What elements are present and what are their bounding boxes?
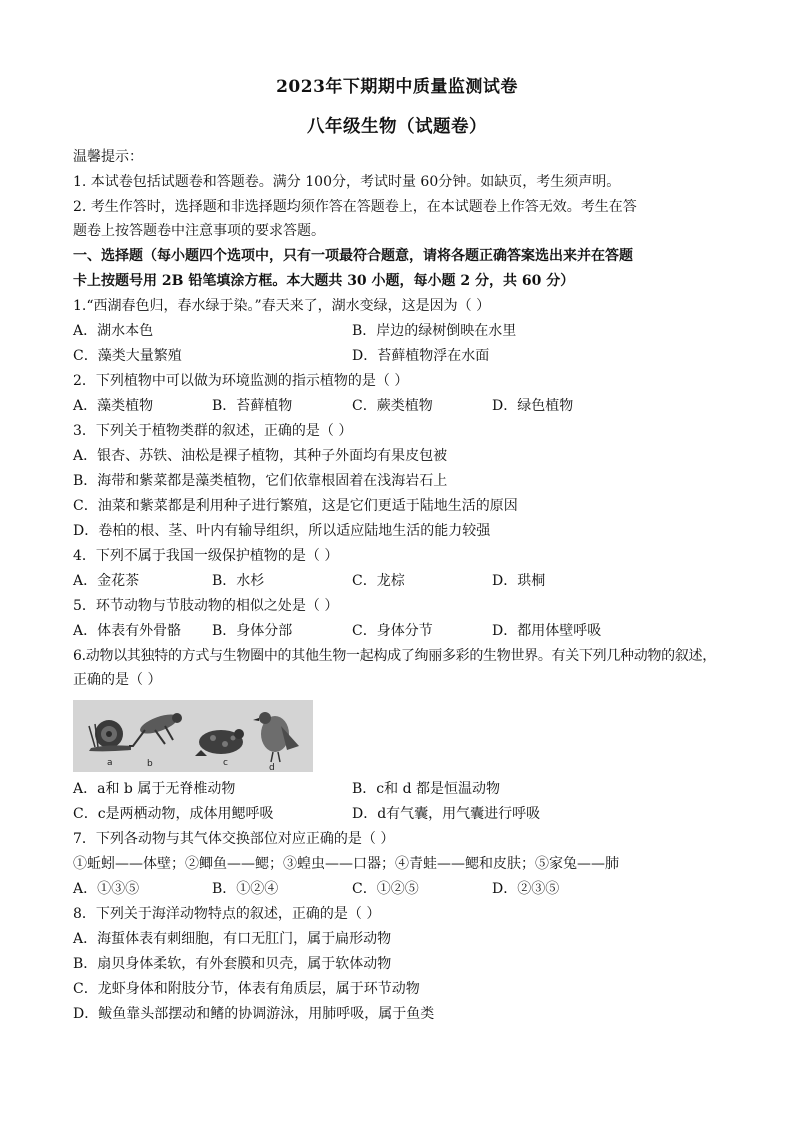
q7-option-d: D．②③⑤	[492, 881, 560, 897]
q1-option-b: B．岸边的绿树倒映在水里	[352, 323, 517, 339]
question-7-detail: ①蚯蚓——体壁；②鲫鱼——鳃；③蝗虫——口器；④青蛙——鳃和皮肤；⑤家兔——肺	[73, 856, 619, 872]
notice-item-1: 1. 本试卷包括试题卷和答题卷。满分 100分，考试时量 60分钟。如缺页，考生须声明。	[73, 174, 621, 190]
q8-option-c: C．龙虾身体和附肢分节，体表有角质层，属于环节动物	[73, 981, 420, 997]
q1-option-d: D．苔藓植物浮在水面	[352, 348, 490, 364]
q6-option-d: D．d有气囊，用气囊进行呼吸	[352, 806, 541, 822]
question-6-stem-cont: 正确的是（ ）	[73, 672, 162, 688]
question-2-stem: 2．下列植物中可以做为环境监测的指示植物的是（ ）	[73, 373, 409, 389]
q5-option-d: D．都用体壁呼吸	[492, 623, 602, 639]
section-heading-cont: 卡上按题号用 2B 铅笔填涂方框。本大题共 30 小题，每小题 2 分，共 60 分）	[73, 273, 575, 289]
notice-item-2: 2. 考生作答时，选择题和非选择题均须作答在答题卷上，在本试题卷上作答无效。考生在答	[73, 199, 637, 215]
figure-label-d: d	[269, 763, 275, 772]
q4-option-b: B．水杉	[212, 573, 265, 589]
q4-option-a: A．金花茶	[73, 573, 140, 589]
q2-option-a: A．藻类植物	[73, 398, 154, 414]
q7-option-c: C．①②⑤	[352, 881, 419, 897]
q4-option-d: D．珙桐	[492, 573, 546, 589]
q6-option-b: B．c和 d 都是恒温动物	[352, 781, 500, 797]
section-heading: 一、选择题（每小题四个选项中，只有一项最符合题意，请将各题正确答案选出来并在答题	[73, 248, 633, 264]
q4-option-c: C．龙棕	[352, 573, 405, 589]
q3-option-d: D．卷柏的根、茎、叶内有输导组织，所以适应陆地生活的能力较强	[73, 523, 491, 539]
animals-photo	[73, 700, 313, 772]
q5-option-a: A．体表有外骨骼	[73, 623, 182, 639]
q3-option-b: B．海带和紫菜都是藻类植物，它们依靠根固着在浅海岩石上	[73, 473, 448, 489]
question-5-stem: 5．环节动物与节肢动物的相似之处是（ ）	[73, 598, 339, 614]
q8-option-d: D．鲅鱼靠头部摆动和鳍的协调游泳，用肺呼吸，属于鱼类	[73, 1006, 435, 1022]
q5-option-c: C．身体分节	[352, 623, 433, 639]
exam-subtitle: 八年级生物（试题卷）	[307, 117, 487, 137]
question-4-stem: 4．下列不属于我国一级保护植物的是（ ）	[73, 548, 339, 564]
q1-option-c: C．藻类大量繁殖	[73, 348, 182, 364]
q6-option-a: A．a和 b 属于无脊椎动物	[73, 781, 236, 797]
q7-option-a: A．①③⑤	[73, 881, 140, 897]
question-3-stem: 3．下列关于植物类群的叙述，正确的是（ ）	[73, 423, 353, 439]
notice-heading: 温馨提示：	[73, 149, 143, 165]
figure-label-a: a	[107, 758, 113, 768]
question-8-stem: 8．下列关于海洋动物特点的叙述，正确的是（ ）	[73, 906, 381, 922]
q7-option-b: B．①②④	[212, 881, 279, 897]
q3-option-a: A．银杏、苏铁、油松是裸子植物，其种子外面均有果皮包被	[73, 448, 448, 464]
q6-option-c: C．c是两栖动物，成体用鳃呼吸	[73, 806, 274, 822]
q2-option-c: C．蕨类植物	[352, 398, 433, 414]
notice-item-2-cont: 题卷上按答题卷中注意事项的要求答题。	[73, 223, 325, 239]
question-1-stem: 1.“西湖春色归，春水绿于染。”春天来了，湖水变绿，这是因为（ ）	[73, 298, 491, 314]
figure-label-c: c	[223, 758, 228, 768]
q8-option-b: B．扇贝身体柔软，有外套膜和贝壳，属于软体动物	[73, 956, 392, 972]
q2-option-d: D．绿色植物	[492, 398, 574, 414]
q2-option-b: B．苔藓植物	[212, 398, 293, 414]
q8-option-a: A．海蜇体表有刺细胞，有口无肛门，属于扁形动物	[73, 931, 392, 947]
exam-title: 2023年下期期中质量监测试卷	[276, 77, 518, 97]
question-7-stem: 7．下列各动物与其气体交换部位对应正确的是（ ）	[73, 831, 395, 847]
q3-option-c: C．油菜和紫菜都是利用种子进行繁殖，这是它们更适于陆地生活的原因	[73, 498, 518, 514]
q1-option-a: A．湖水本色	[73, 323, 154, 339]
figure-label-b: b	[147, 759, 153, 769]
q5-option-b: B．身体分部	[212, 623, 293, 639]
question-6-stem: 6.动物以其独特的方式与生物圈中的其他生物一起构成了绚丽多彩的生物世界。有关下列几种动物的叙述，	[73, 648, 716, 664]
